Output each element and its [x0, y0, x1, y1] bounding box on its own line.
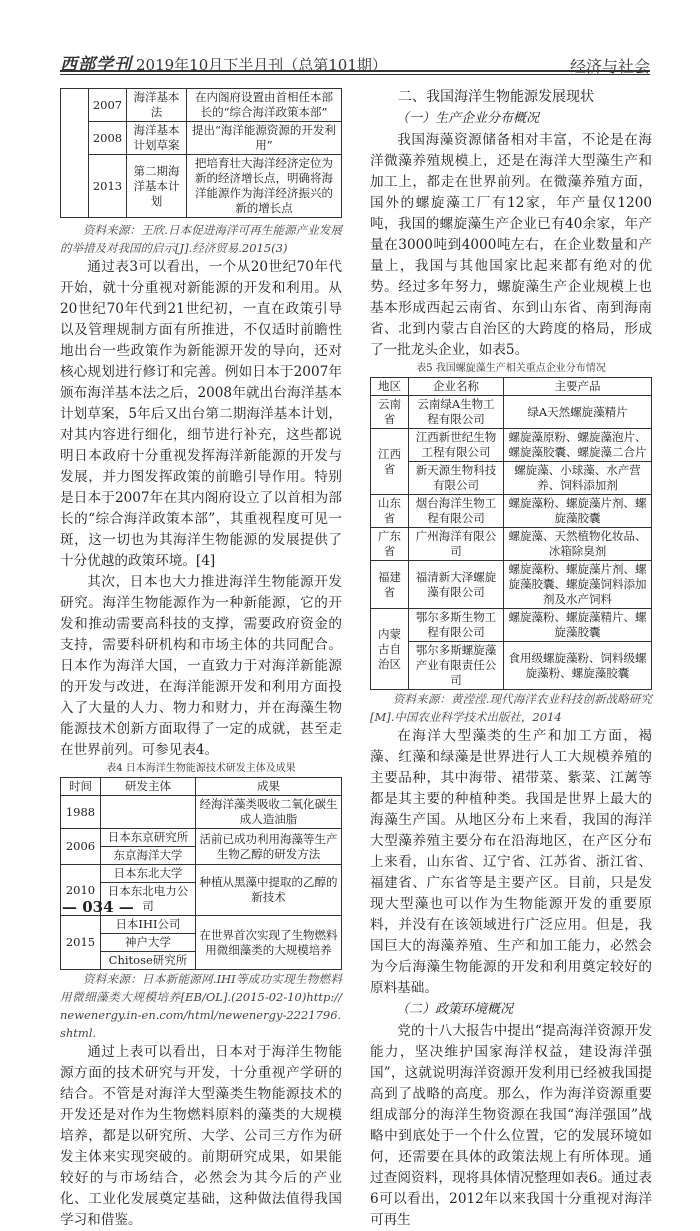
header-cell: 企业名称 — [409, 378, 504, 396]
table-row — [371, 609, 652, 642]
body-paragraph: 我国海藻资源储备相对丰富，不论是在海洋微藻养殖规模上，还是在海洋大型藻生产和加工上，都走在世界前列。在微藻养殖方面，国外的螺旋藻工厂有12家，年产量仅1200吨，我国的螺旋藻生产企业已有40余家，年产量在3000吨到4000吨左右，在企业数量和产量上，我国与其他国家比起来都有绝对的优势。经过多年努力，螺旋藻生产企业规模上也基本形成西起云南省、东到山东省、南到海南省、北到内蒙古自治区的大跨度的格局，形成了一批龙头企业，如表5。 — [370, 132, 652, 358]
cell-product: 螺旋藻粉、螺旋藻片剂、螺旋藻胶囊 — [504, 495, 652, 528]
header-rule-thin — [60, 74, 650, 75]
cell-subject: 神户大学 — [101, 934, 196, 952]
cell-year: 2013 — [89, 155, 127, 218]
cell-company: 鄂尔多斯螺旋藻产业有限责任公司 — [409, 642, 504, 690]
cell-product: 螺旋藻、天然植物化妆品、冰箱除臭剂 — [504, 528, 652, 561]
cell-year: 2007 — [89, 89, 127, 122]
table-row — [61, 89, 342, 122]
cell-item: 海洋基本计划草案 — [127, 122, 187, 155]
cell-subject: 日本IHI公司 — [101, 916, 196, 934]
body-paragraph: 通过上表可以看出，日本对于海洋生物能源方面的技术研究与开发，十分重视产学研的结合。不管是对海洋大型藻类生物能源技术的开发还是对作为生物燃料原料的藻类的大规模培养，都是以研究所、大学、公司三方作为研发主体来实现突破的。前期研究成果，如果能较好的与市场结合，必然会为其今后的产业化、工业化发展奠定基础，这种做法值得我国学习和借鉴。 — [60, 1044, 342, 1228]
section-heading: 二、我国海洋生物能源发展现状 — [398, 89, 594, 105]
table-3-continued — [60, 88, 342, 218]
header-cell: 研发主体 — [101, 778, 196, 796]
table-header-row — [61, 778, 342, 796]
table-row — [371, 462, 652, 495]
cell-product: 食用级螺旋藻粉、饲料级螺旋藻粉、螺旋藻胶囊 — [504, 642, 652, 690]
cell-result: 种植从黑藻中提取的乙醇的新技术 — [196, 865, 342, 916]
cell-subject: 日本东北电力公司 — [101, 883, 196, 916]
cell-year: 2010 — [61, 865, 101, 916]
header-cell: 时间 — [61, 778, 101, 796]
cell-company: 云南绿A生物工程有限公司 — [409, 396, 504, 429]
subsection-heading: （二）政策环境概况 — [396, 1002, 514, 1017]
cell-content: 在内阁府设置由首相任本部长的“综合海洋政策本部” — [187, 89, 342, 122]
table-row — [61, 916, 342, 934]
cell-company: 福清新大泽螺旋藻有限公司 — [409, 561, 504, 609]
cell-region: 福建省 — [371, 561, 409, 609]
cell-year: 2006 — [61, 829, 101, 865]
body-paragraph: 党的十八大报告中提出“提高海洋资源开发能力，坚决维护国家海洋权益，建设海洋强国”，这就说明海洋资源开发利用已经被我国提高到了战略的高度。那么，作为海洋资源重要组成部分的海洋生物资源在我国“海洋强国”战略中到底处于一个什么位置，它的发展环境如何，还需要在具体的政策法规上有所体现。通过查阅资料，现将具体情况整理如表6。通过表6可以看出，2012年以来我国十分重视对海洋可再生 — [370, 1023, 652, 1228]
cell-year: 1988 — [61, 796, 101, 829]
cell-region: 江西省 — [371, 429, 409, 495]
table-row — [61, 865, 342, 883]
journal-logo: 西部学刊 — [60, 55, 132, 75]
cell-product: 螺旋藻原粉、螺旋藻泡片、螺旋藻胶囊、螺旋藻二合片 — [504, 429, 652, 462]
cell-company: 鄂尔多斯生物工程有限公司 — [409, 609, 504, 642]
cell-item: 第二期海洋基本计划 — [127, 155, 187, 218]
cell-product: 螺旋藻、小球藻、水产营养、饲料添加剂 — [504, 462, 652, 495]
table-row — [371, 495, 652, 528]
header-rule — [60, 70, 650, 72]
body-paragraph: 在海洋大型藻类的生产和加工方面，褐藻、红藻和绿藻是世界进行人工大规模养殖的主要品种，其中海带、裙带菜、紫菜、江蓠等都是其主要的种植种类。我国是世界上最大的海藻生产国。从地区分布上来看，我国的海洋大型藻养殖主要分布在沿海地区，在产区分布上来看，山东省、辽宁省、江苏省、浙江省、福建省、广东省等是主要产区。目前，只是发现大型藻也可以作为生物能源开发的重要原料，并没有在该领域进行广泛应用。但是，我国巨大的海藻养殖、生产和加工能力，必然会为今后海藻生物能源的开发和利用奠定较好的原料基础。 — [370, 728, 652, 996]
table-4 — [60, 777, 342, 970]
cell-product: 螺旋藻粉、螺旋藻片剂、螺旋藻胶囊、螺旋藻饲料添加剂及水产饲料 — [504, 561, 652, 609]
table-row — [371, 561, 652, 609]
cell-content: 把培育壮大海洋经济定位为新的经济增长点，明确将海洋能源作为海洋经济振兴的新的增长点 — [187, 155, 342, 218]
section-title: 经济与社会 — [569, 57, 650, 76]
header-cell: 地区 — [371, 378, 409, 396]
body-paragraph: 通过表3可以看出，一个从20世纪70年代开始，就十分重视对新能源的开发和利用。从20世纪70年代到21世纪初，一直在政策引导以及管理规制方面有所推进，不仅适时前瞻性地出台一些政策作为新能源开发的导向，还对核心规划进行修订和完善。例如日本于2007年颁布海洋基本法之后，2008年就出台海洋基本计划草案，5年后又出台第二期海洋基本计划，对其内容进行细化，细节进行补充，这些都说明日本政府十分重视发挥海洋新能源的开发与发展，并力图发挥政策的前瞻引导作用。特别是日本于2007年在其内阁府设立了以首相为部长的“综合海洋政策本部”，其重视程度可见一斑，这一切也为其海洋生物能源的发展提供了十分优越的政策环境。[4] — [60, 259, 342, 569]
table-4-source: 资料来源：日本新能源网.IHI等成功实现生物燃料用微细藻类大规模培养[EB/OL].(2015-02-10)http://newenergy.in-en.com/html/newenergy-2221796.shtml. — [60, 972, 342, 1040]
page-number: — 034 — — [62, 898, 134, 916]
header-cell: 成果 — [196, 778, 342, 796]
cell-subject: 日本东京研究所 — [101, 829, 196, 847]
right-column — [370, 86, 652, 1231]
table-row — [371, 642, 652, 690]
cell-result: 在世界首次实现了生物燃料用微细藻类的大规模培养 — [196, 916, 342, 970]
cell-subject: 日本东北大学 — [101, 865, 196, 883]
cell-company: 烟台海洋生物工程有限公司 — [409, 495, 504, 528]
body-paragraph: 其次，日本也大力推进海洋生物能源开发研究。海洋生物能源作为一种新能源，它的开发和推动需要高科技的支撑，需要政府资金的支持，需要科研机构和市场主体的共同配合。日本作为海洋大国，一直致力于对海洋新能源的开发与改进，在海洋能源开发和利用方面投入了大量的人力、物力和财力，并在海藻生物能源技术创新方面取得了一定的成就，甚至走在世界前列。可参见表4。 — [60, 574, 342, 758]
table-row — [371, 396, 652, 429]
cell-subject: Chitose研究所 — [101, 952, 196, 970]
table-4-caption: 表4 日本海洋生物能源技术研发主体及成果 — [106, 763, 296, 774]
cell-region: 内蒙古自治区 — [371, 609, 409, 690]
cell-result: 活前已成功利用海藻等生产生物乙醇的研发方法 — [196, 829, 342, 865]
cell-company: 新天源生物科技有限公司 — [409, 462, 504, 495]
cell-year: 2008 — [89, 122, 127, 155]
table-row — [371, 429, 652, 462]
cell-product: 螺旋藻粉、螺旋藻精片、螺旋藻胶囊 — [504, 609, 652, 642]
cell-subject: 东京海洋大学 — [101, 847, 196, 865]
table-header-row — [371, 378, 652, 396]
table-3-source: 资料来源：王欣.日本促进海洋可再生能源产业发展的举措及对我国的启示[J].经济贸易.2015(3) — [60, 223, 342, 255]
cell-region: 广东省 — [371, 528, 409, 561]
table-row — [61, 796, 342, 829]
cell-region: 云南省 — [371, 396, 409, 429]
cell-product: 绿A天然螺旋藻精片 — [504, 396, 652, 429]
header-cell: 主要产品 — [504, 378, 652, 396]
table-5-caption: 表5 我国螺旋藻生产相关重点企业分布情况 — [416, 363, 606, 374]
cell-year: 2015 — [61, 916, 101, 970]
cell-content: 提出“海洋能源资源的开发利用” — [187, 122, 342, 155]
cell-item: 海洋基本法 — [127, 89, 187, 122]
cell-company: 江西新世纪生物工程有限公司 — [409, 429, 504, 462]
table-5-source: 资料来源：黄滢滢.现代海洋农业科技创新战略研究[M].中国农业科学技术出版社，2014 — [370, 692, 652, 724]
subsection-heading: （一）生产企业分布概况 — [396, 111, 540, 126]
cell-region: 山东省 — [371, 495, 409, 528]
table-row — [61, 122, 342, 155]
cell-subject — [101, 796, 196, 829]
table-5 — [370, 377, 652, 690]
table-row — [371, 528, 652, 561]
table-row — [61, 829, 342, 847]
cell-company: 广州海洋有限公司 — [409, 528, 504, 561]
left-column — [60, 88, 342, 1231]
issue-info: 2019年10月下半月刊（总第101期） — [136, 56, 387, 74]
cell-result: 经海洋藻类吸收二氧化碳生成人造油脂 — [196, 796, 342, 829]
table-row — [61, 155, 342, 218]
